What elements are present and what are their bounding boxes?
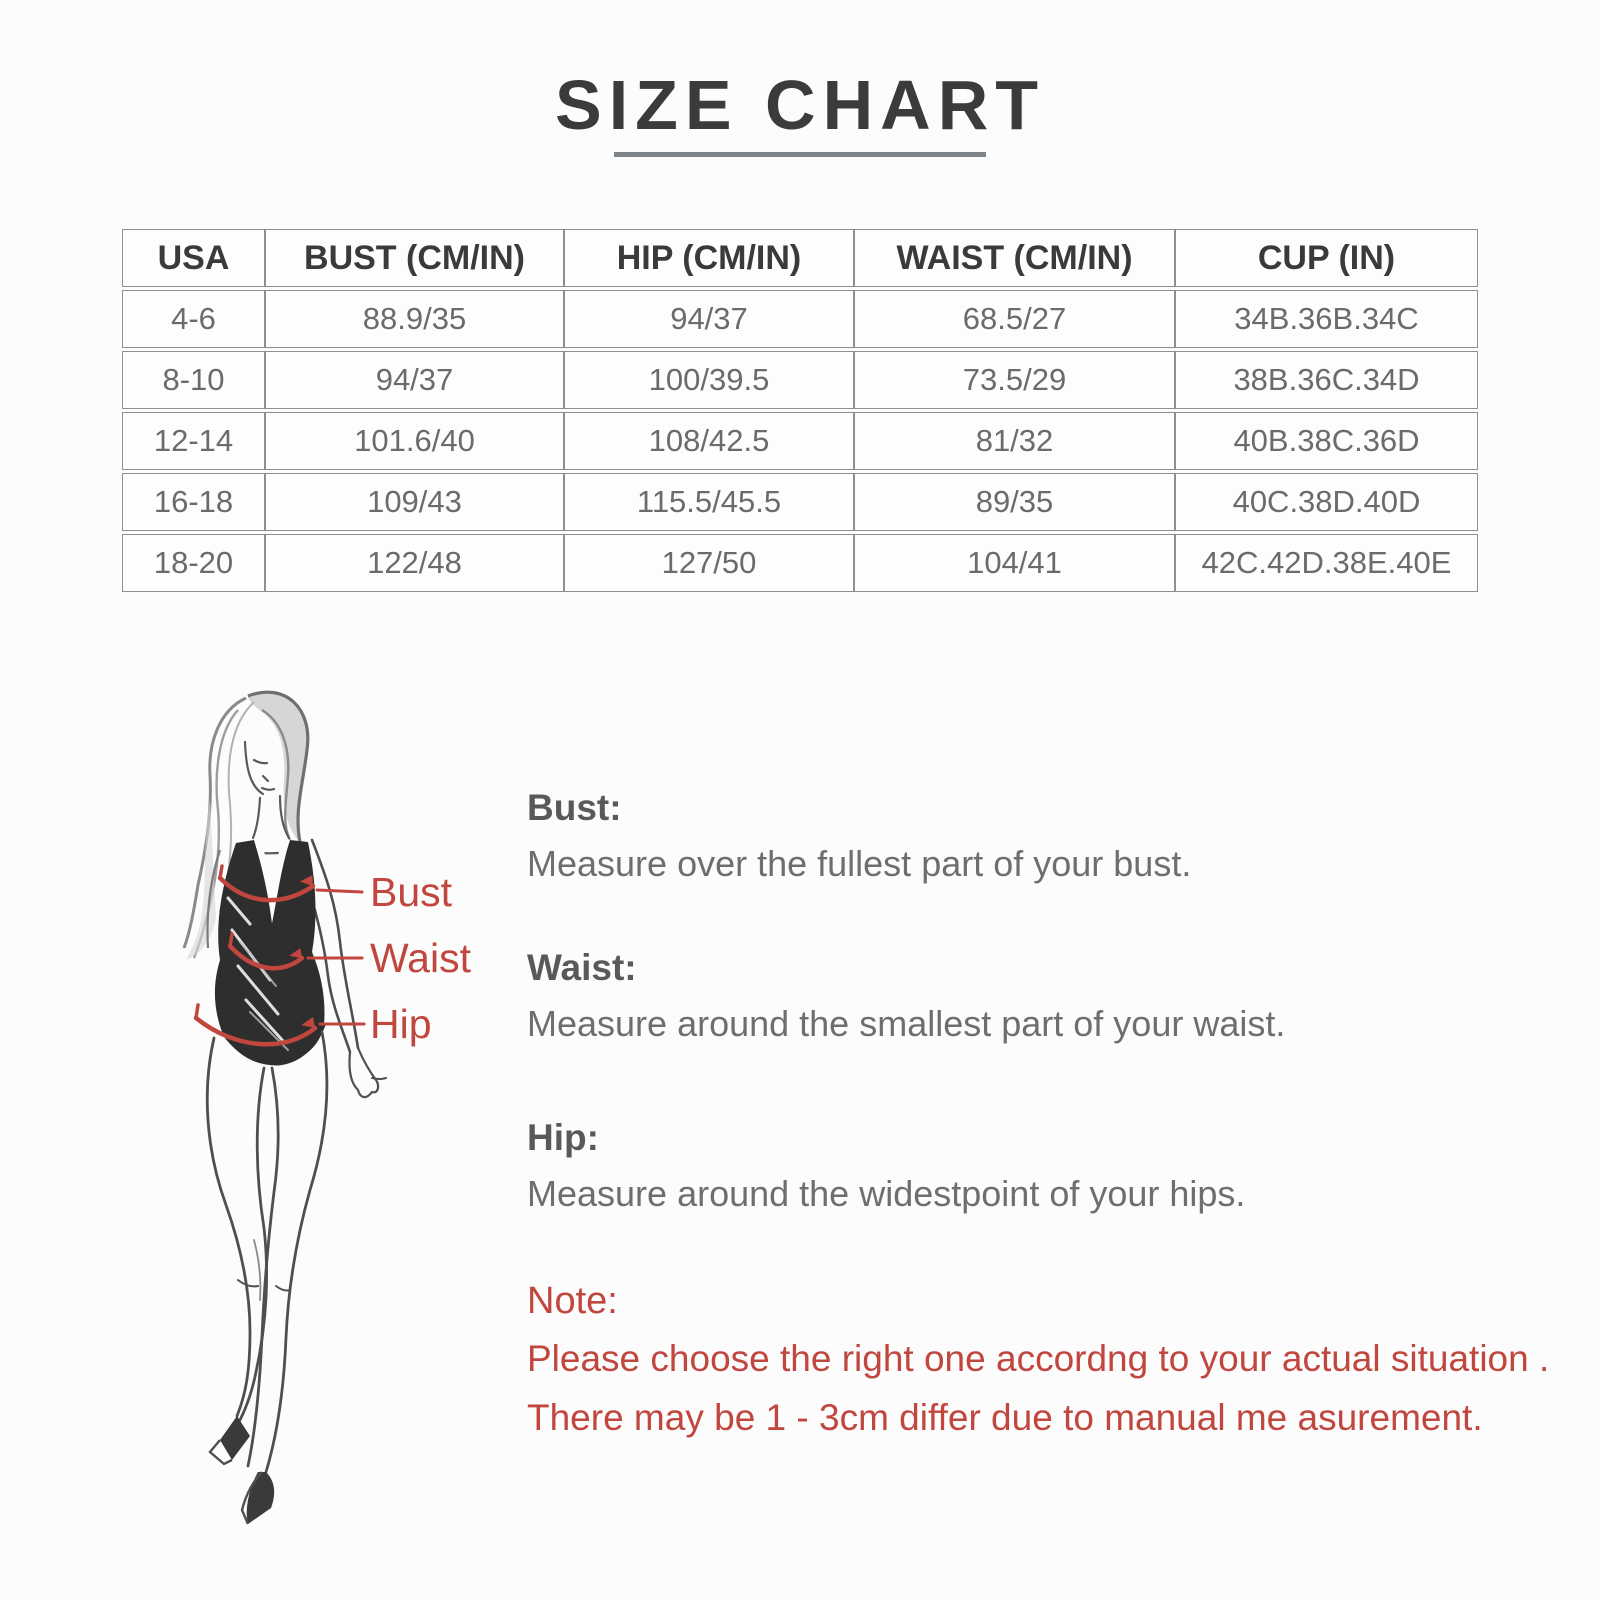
waist-body: Measure around the smallest part of your waist. [527,1002,1286,1044]
feet-icon [210,1416,274,1524]
table-cell: 18-20 [122,534,265,592]
table-header-cell: USA [122,229,265,287]
hip-instruction [527,1118,1245,1215]
table-row [122,412,1478,470]
table-cell: 8-10 [122,351,265,409]
table-row [122,290,1478,348]
table-cell: 104/41 [854,534,1175,592]
bust-instruction [527,788,1191,885]
size-table-body [122,290,1478,592]
note-section [527,1280,1577,1457]
table-cell: 101.6/40 [265,412,564,470]
note-line-1: Please choose the right one accordng to your actual situation . [527,1337,1550,1379]
hip-body: Measure around the widestpoint of your hips. [527,1172,1246,1214]
bust-heading: Bust: [527,787,622,828]
note-line-2: There may be 1 - 3cm differ due to manual me asurement. [527,1397,1483,1439]
table-cell: 12-14 [122,412,265,470]
woman-sketch-illustration [150,680,570,1540]
waist-label: Waist [370,935,471,981]
table-cell: 127/50 [564,534,854,592]
size-chart-table [122,226,1478,595]
size-table-header [122,229,1478,287]
table-header-cell: CUP (IN) [1175,229,1478,287]
waist-instruction [527,948,1285,1045]
table-cell: 68.5/27 [854,290,1175,348]
table-cell: 100/39.5 [564,351,854,409]
page-title: SIZE CHART [555,66,1045,144]
table-cell: 40B.38C.36D [1175,412,1478,470]
swimsuit-icon [215,838,325,1064]
table-header-cell: HIP (CM/IN) [564,229,854,287]
bust-leader-line [317,890,362,892]
table-header-cell: WAIST (CM/IN) [854,229,1175,287]
table-cell: 16-18 [122,473,265,531]
table-header-row [122,229,1478,287]
table-row [122,351,1478,409]
title-section [0,66,1600,157]
title-underline [614,152,986,157]
table-cell: 109/43 [265,473,564,531]
bust-body: Measure over the fullest part of your bust. [527,842,1192,884]
hip-heading: Hip: [527,1117,599,1158]
table-cell: 34B.36B.34C [1175,290,1478,348]
table-cell: 88.9/35 [265,290,564,348]
table-cell: 108/42.5 [564,412,854,470]
table-cell: 122/48 [265,534,564,592]
table-cell: 81/32 [854,412,1175,470]
table-row [122,534,1478,592]
measure-labels [370,869,472,1047]
table-cell: 94/37 [265,351,564,409]
table-cell: 89/35 [854,473,1175,531]
table-cell: 115.5/45.5 [564,473,854,531]
table-cell: 40C.38D.40D [1175,473,1478,531]
table-row [122,473,1478,531]
table-cell: 38B.36C.34D [1175,351,1478,409]
note-heading: Note: [527,1280,618,1322]
hip-label: Hip [370,1001,432,1047]
table-header-cell: BUST (CM/IN) [265,229,564,287]
face-icon [242,742,289,853]
table-cell: 42C.42D.38E.40E [1175,534,1478,592]
waist-heading: Waist: [527,947,637,988]
table-cell: 4-6 [122,290,265,348]
legs-icon [207,1032,327,1472]
measurement-figure [150,680,570,1540]
table-cell: 94/37 [564,290,854,348]
table-cell: 73.5/29 [854,351,1175,409]
bust-label: Bust [370,869,453,915]
